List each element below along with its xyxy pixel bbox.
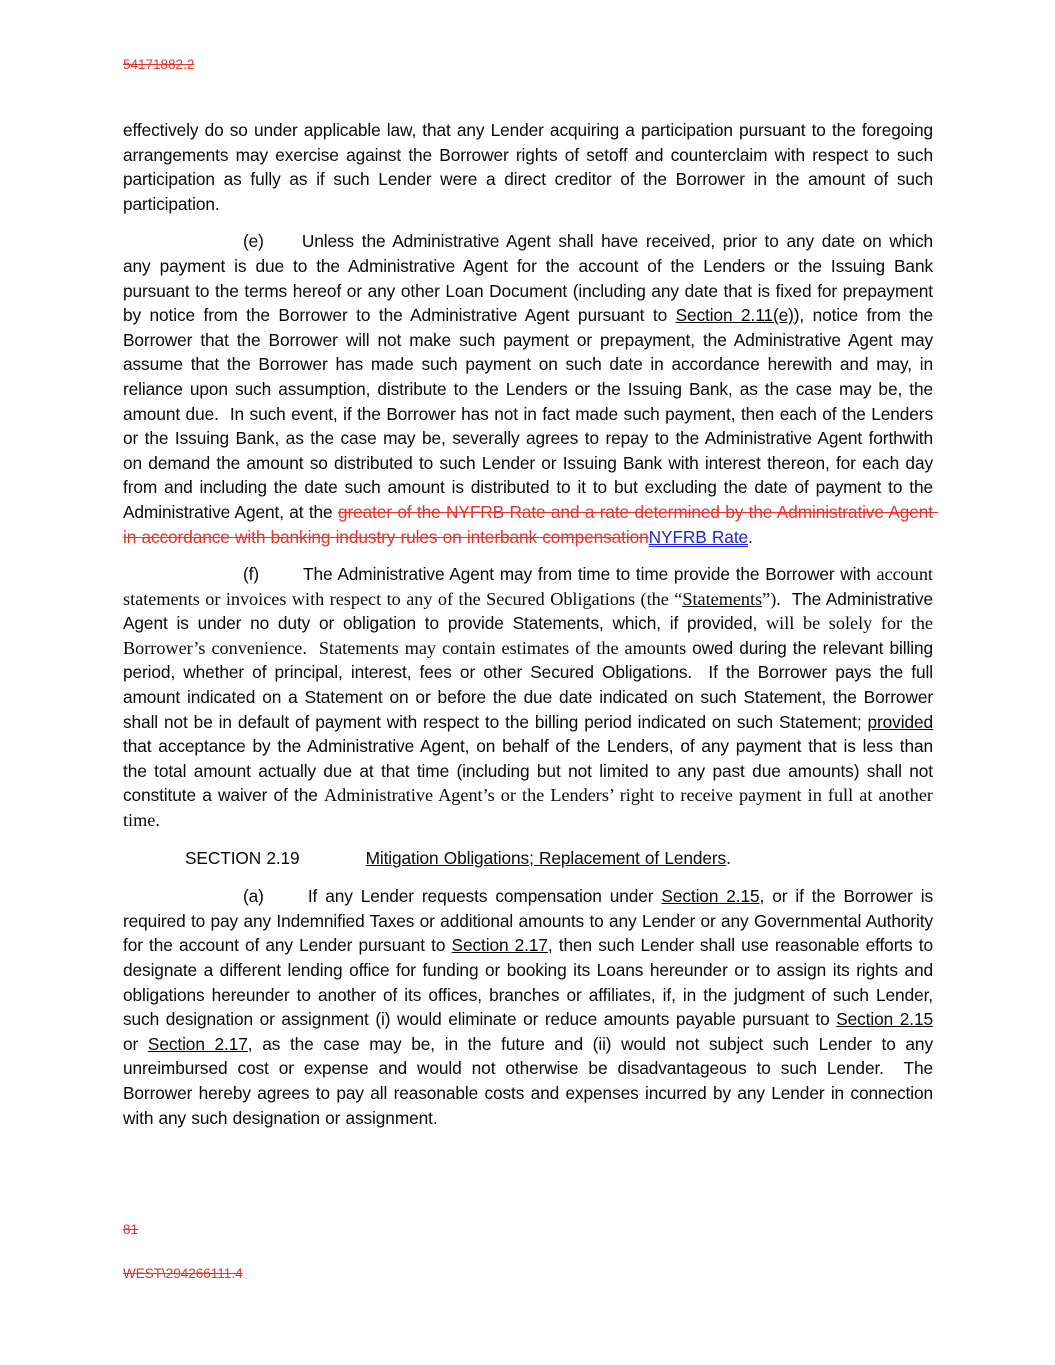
text-run: (f) xyxy=(243,564,260,585)
text-run: . xyxy=(726,847,731,868)
underlined-reference: Section 2.15 xyxy=(661,886,760,907)
underlined-reference: Statements xyxy=(682,588,763,609)
text-run: that acceptance by the Administrative Agent, on behalf of the Lenders, of any payment that is less than the total amount actually due at that time (including but not limited to any past due amounts) shall not constitute a waiver of the xyxy=(123,711,939,806)
text-run: ”). xyxy=(762,588,792,609)
text-run: If any Lender requests compensation under xyxy=(307,886,662,907)
text-run: (e) xyxy=(243,231,264,252)
inserted-text: NYFRB Rate xyxy=(648,526,749,547)
text-run: , or if the Borrower is required to pay any Indemnified Taxes or additional amounts to any Lender or any Governmental Authority for the account of any Lender pursuant to xyxy=(123,886,939,956)
section-heading xyxy=(185,846,933,871)
paragraph xyxy=(123,118,939,216)
footer-doc-id: WEST\294266111.4 xyxy=(123,1266,243,1281)
underlined-reference: Mitigation Obligations; Replacement of Lenders xyxy=(365,847,727,868)
paragraph xyxy=(123,229,939,549)
text-run: effectively do so under applicable law, that any Lender acquiring a participation pursuant to the foregoing arrangements may exercise against the Borrower rights of setoff and counterclaim with respect to such participation as fully as if such Lender were a direct creditor of the Borrower in the amount of such participation. xyxy=(123,120,939,214)
paragraph xyxy=(123,884,939,1130)
text-run: The Administrative Agent may from time to time provide the Borrower with xyxy=(303,564,877,585)
text-run: , as the case may be, in the future and (ii) would not subject such Lender to any unreimbursed cost or expense and would not otherwise be disadvantageous to such Lender. The Borrower hereby agrees to pay all reasonable costs and expenses incurred by any Lender in connection with any such designation or assignment. xyxy=(123,1033,939,1128)
text-run: ), notice from the Borrower that the Borrower will not make such payment or prepayment, the Administrative Agent may assume that the Borrower has made such payment on such date in accordance herewith and may, in reliance upon such assumption, distribute to the Lenders or the Issuing Bank, as the case may be, the amount due. In such event, if the Borrower has not in fact made such payment, then each of the Lenders or the Issuing Bank, as the case may be, severally agrees to repay to the Administrative Agent forthwith on demand the amount so distributed to such Lender or Issuing Bank with interest thereon, for each day from and including the date such amount is distributed to it to but excluding the date of payment to the Administrative Agent, at the xyxy=(123,305,939,522)
text-run: . xyxy=(748,526,753,547)
text-run: Administrative Agent’s or the Lenders’ right to receive payment in full at another time. xyxy=(123,785,939,831)
text-run: account statements or invoices with respect to any of the Secured Obligations (the “ xyxy=(123,564,939,609)
text-run: or xyxy=(123,1009,939,1054)
text-run: The Administrative Agent is under no duty or obligation to provide Statements, which, if provided, xyxy=(123,588,938,634)
text-run: owed during the relevant billing period, whether of principal, interest, fees or other Secured Obligations. If the Borrower pays the full amount indicated on a Statement on or before the due date indicated on such Statement, the Borrower shall not be in default of payment with respect to the billing period indicated on such Statement; xyxy=(123,637,939,732)
deleted-text: greater of the NYFRB Rate and a rate determined by the Administrative Agent in accordance with banking industry rules on interbank compensation xyxy=(123,501,939,547)
text-run: , then such Lender shall use reasonable efforts to designate a different lending office for funding or booking its Loans hereunder or to assign its rights and obligations hereunder to another of its offices, branches or affiliates, if, in the judgment of such Lender, such designation or assignment (i) would eliminate or reduce amounts payable pursuant to xyxy=(123,935,939,1030)
underlined-reference: Section 2.17 xyxy=(147,1033,248,1054)
header-doc-number: 54171882.2 xyxy=(123,57,195,72)
footer-page-number: 81 xyxy=(123,1222,139,1237)
text-run: Unless the Administrative Agent shall have received, prior to any date on which any payment is due to the Administrative Agent for the account of the Lenders or the Issuing Bank pursuant to the terms hereof or any other Loan Document (including any date that is fixed for prepayment by notice from the Borrower to the Administrative Agent pursuant to xyxy=(123,231,939,326)
underlined-reference: Section 2.15 xyxy=(836,1009,933,1030)
underlined-reference: provided xyxy=(867,711,933,732)
text-run: SECTION 2.19 xyxy=(185,847,300,868)
paragraph xyxy=(123,562,939,833)
underlined-reference: Section 2.11(e) xyxy=(675,305,794,326)
text-run: will be solely for the Borrower’s convenience. Statements may contain estimates of the amounts xyxy=(123,613,939,658)
text-run: (a) xyxy=(243,886,264,907)
underlined-reference: Section 2.17 xyxy=(451,935,548,956)
document-body xyxy=(123,118,939,1143)
